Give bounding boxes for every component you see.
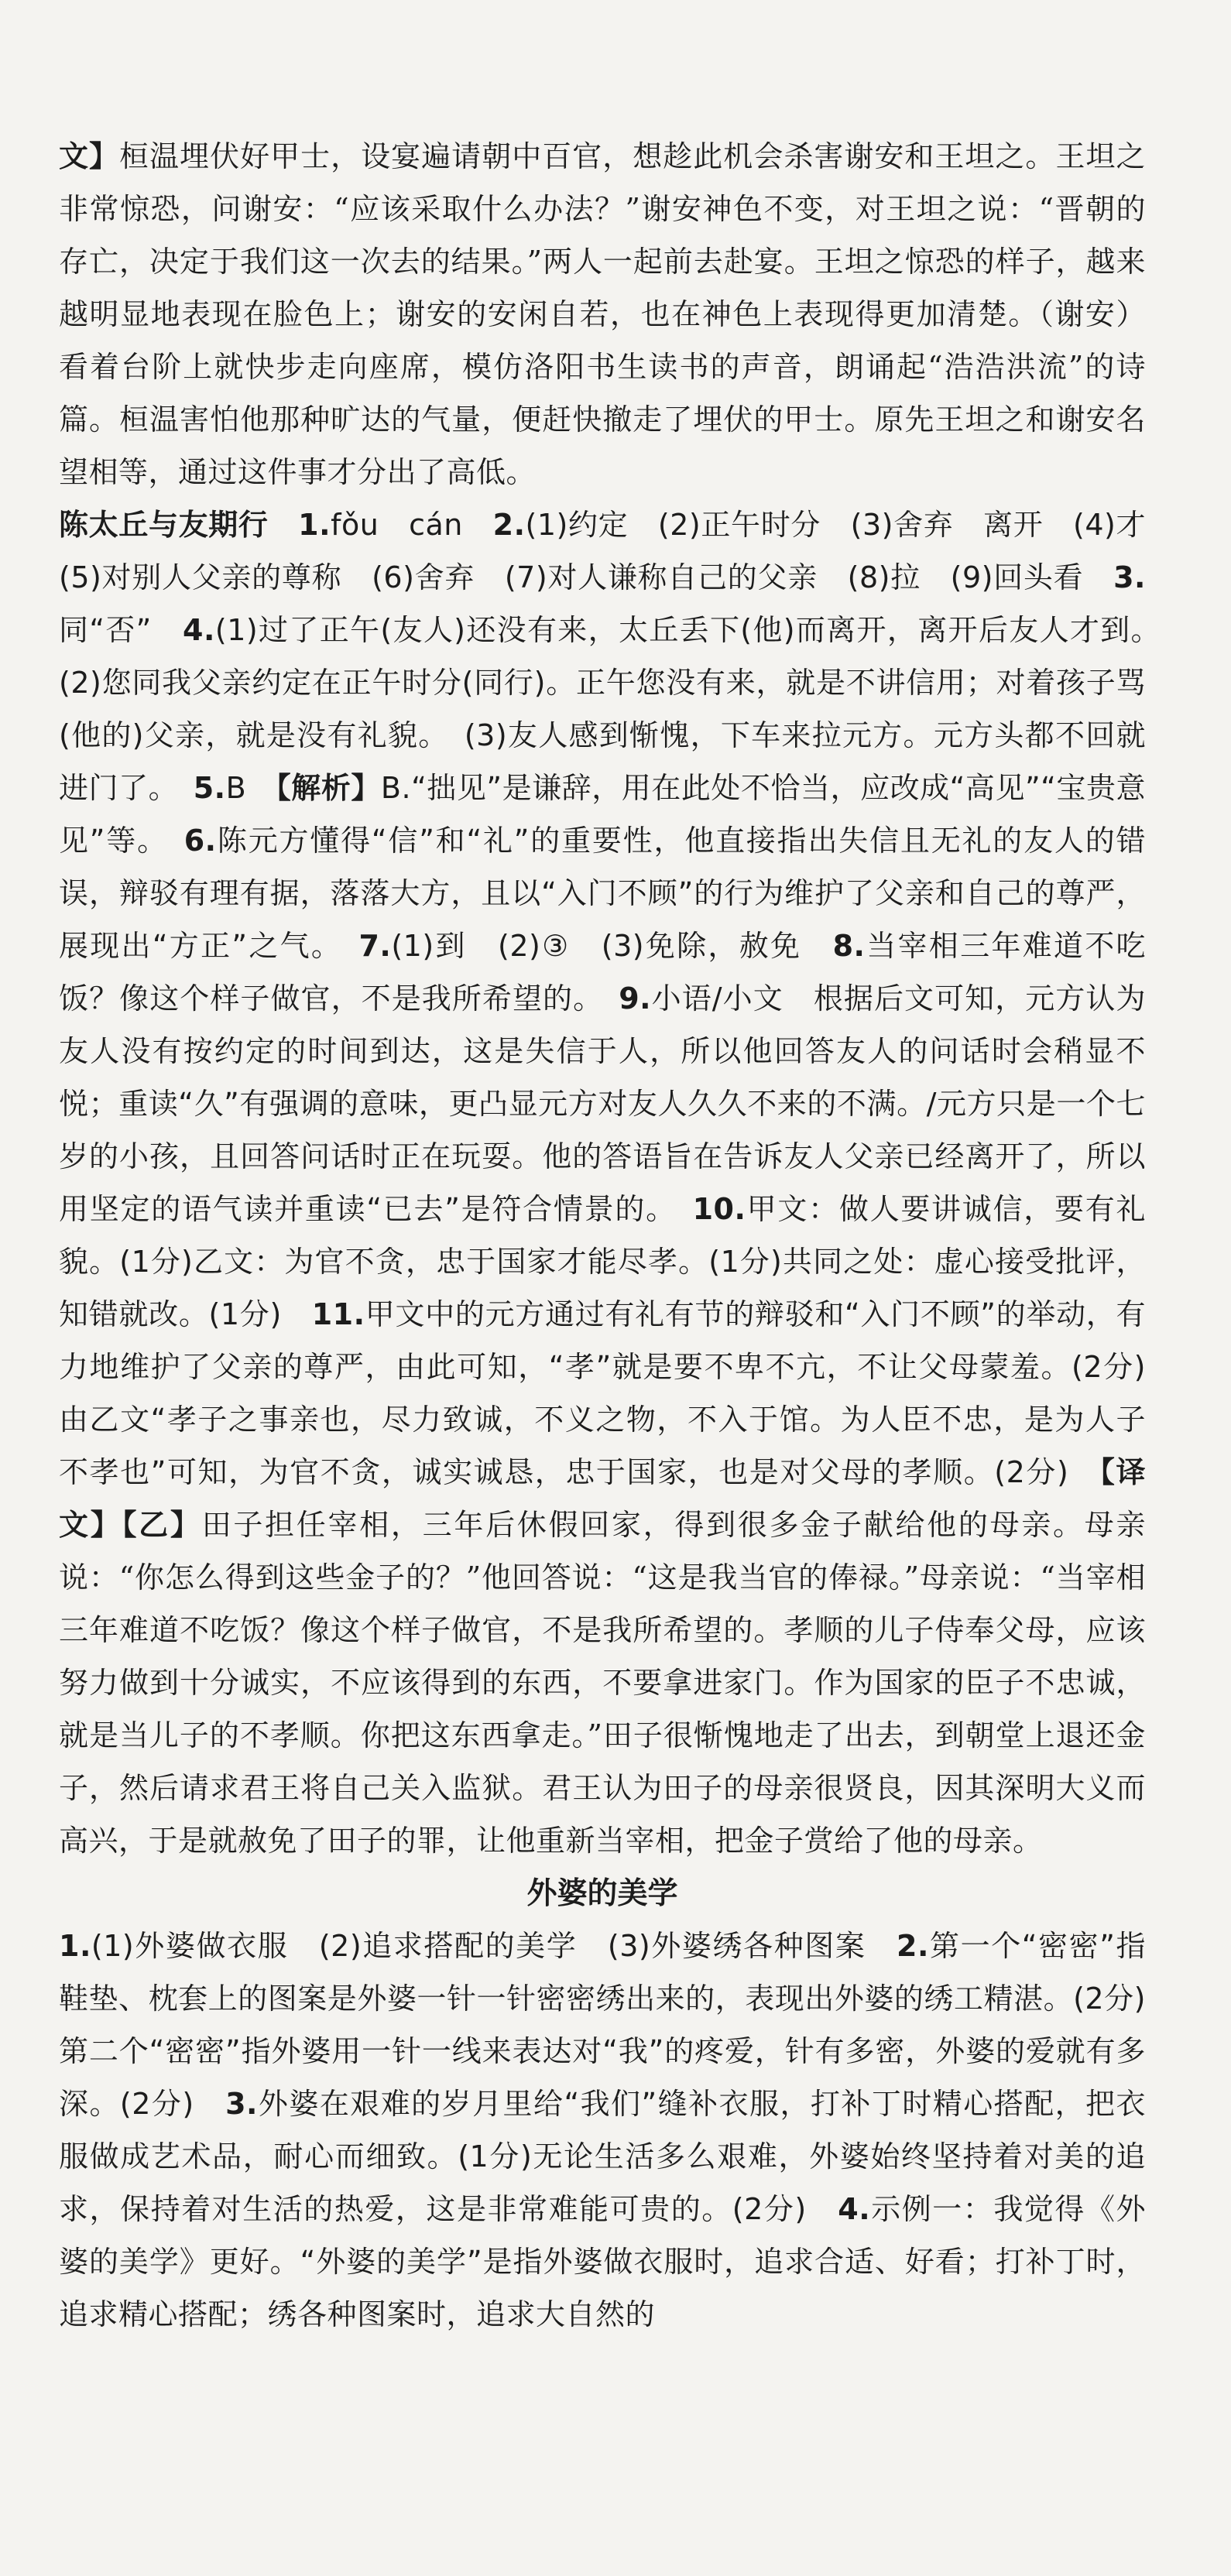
w-q1-answer: (1)外婆做衣服 (2)追求搭配的美学 (3)外婆绣各种图案 [91,1929,897,1963]
answers-chen-taiqiu [59,498,1176,1867]
q9-number: 9. [619,981,652,1016]
q7-number: 7. [358,929,392,963]
w-q3-answer: 外婆在艰难的岁月里给“我们”缝补衣服，打补丁时精心搭配，把衣服做成艺术品，耐心而细致。(1分)无论生活多么艰难，外婆始终坚持着对美的追求，保持着对生活的热爱，这是非常难能可贵的。(2分) [59,2087,1146,2226]
w-q4-number: 4. [838,2192,871,2226]
section-title-chen-taiqiu: 陈太丘与友期行 [59,508,269,542]
translation-text: 桓温埋伏好甲士，设宴遍请朝中百官，想趁此机会杀害谢安和王坦之。王坦之非常惊恐，问谢安：“应该采取什么办法？”谢安神色不变，对王坦之说：“晋朝的存亡，决定于我们这一次去的结果。”两人一起前去赴宴。王坦之惊恐的样子，越来越明显地表现在脸色上；谢安的安闲自若，也在神色上表现得更加清楚。（谢安）看着台阶上就快步走向座席，模仿洛阳书生读书的声音，朗诵起“浩浩洪流”的诗篇。桓温害怕他那种旷达的气量，便赶快撤走了埋伏的甲士。原先王坦之和谢安名望相等，通过这件事才分出了高低。 [59,139,1146,489]
q10-number: 10. [692,1192,746,1226]
q5-number: 5. [193,771,226,805]
q8-answer: 当宰相三年难道不吃饭？像这个样子做官，不是我所希望的。 [59,929,1146,1016]
answers-waipo [59,1920,1146,2341]
q5-answer: B [225,771,276,805]
q6-number: 6. [183,824,217,858]
q1-number: 1. [268,508,331,542]
q8-number: 8. [832,929,866,963]
w-q3-number: 3. [225,2087,258,2121]
translation-yi-text: 田子担任宰相，三年后休假回家，得到很多金子献给他的母亲。母亲说：“你怎么得到这些金子的？”他回答说：“这是我当官的俸禄。”母亲说：“当宰相三年难道不吃饭？像这个样子做官，不是我所希望的。孝顺的儿子侍奉父母，应该努力做到十分诚实，不应该得到的东西，不要拿进家门。作为国家的臣子不忠诚，就是当儿子的不孝顺。你把这东西拿走。”田子很惭愧地走了出去，到朝堂上退还金子，然后请求君王将自己关入监狱。君王认为田子的母亲很贤良，因其深明大义而高兴，于是就赦免了田子的罪，让他重新当宰相，把金子赏给了他的母亲。 [59,1508,1146,1858]
q3-number: 3. [1113,560,1146,594]
section-title-waipo: 外婆的美学 [526,1875,678,1911]
q6-answer: 陈元方懂得“信”和“礼”的重要性，他直接指出失信且无礼的友人的错误，辩驳有理有据，落落大方，且以“入门不顾”的行为维护了父亲和自己的尊严，展现出“方正”之气。 [59,824,1147,963]
w-q4-answer: 示例一：我觉得《外婆的美学》更好。“外婆的美学”是指外婆做衣服时，追求合适、好看；打补丁时，追求精心搭配；绣各种图案时，追求大自然的 [59,2192,1146,2331]
analysis-label: 【解析】 [276,771,381,805]
q4-answer: (1)过了正午(友人)还没有来，太丘丢下(他)而离开，离开后友人才到。 (2)您同我父亲约定在正午时分(同行)。正午您没有来，就是不讲信用；对着孩子骂(他的)父亲，就是没有礼貌。 (3)友人感到惭愧，下车来拉元方。元方头都不回就进门了。 [59,613,1176,805]
q9-answer: 小语/小文 根据后文可知，元方认为友人没有按约定的时间到达，这是失信于人，所以他回答友人的问话时会稍显不悦；重读“久”有强调的意味，更凸显元方对友人久久不来的不满。/元方只是一个七岁的小孩，且回答问话时正在玩耍。他的答语旨在告诉友人父亲已经离开了，所以用坚定的语气读并重读“已去”是符合情景的。 [59,981,1146,1226]
q2-number: 2. [492,508,526,542]
analysis-text: B.“拙见”是谦辞，用在此处不恰当，应改成“高见”“宝贵意见”等。 [59,771,1146,858]
q11-answer: 甲文中的元方通过有礼有节的辩驳和“入门不顾”的举动，有力地维护了父亲的尊严，由此可知，“孝”就是要不卑不亢，不让父母蒙羞。(2分)由乙文“孝子之事亲也，尽力致诚，不义之物，不入于馆。为人臣不忠，是为人子不孝也”可知，为官不贪，诚实诚恳，忠于国家，也是对父母的孝顺。(2分) [59,1297,1146,1489]
translation-paragraph-xie-an [59,130,1146,498]
q3-answer: 同“否” [59,613,183,647]
w-q2-number: 2. [897,1929,929,1963]
q11-number: 11. [311,1297,365,1331]
w-q1-number: 1. [59,1929,91,1963]
q10-answer: 甲文：做人要讲诚信，要有礼貌。(1分)乙文：为官不贪，忠于国家才能尽孝。(1分)共同之处：虚心接受批评，知错就改。(1分) [59,1192,1146,1331]
translation-label-end: 文】 [59,139,120,173]
w-q2-answer: 第一个“密密”指鞋垫、枕套上的图案是外婆一针一针密密绣出来的，表现出外婆的绣工精湛。(2分)第二个“密密”指外婆用一针一线来表达对“我”的疼爱，针有多密，外婆的爱就有多深。(2分) [59,1929,1147,2121]
translation-label: 【译文】【乙】 [59,1455,1146,1542]
q4-number: 4. [183,613,215,647]
q2-answer: (1)约定 (2)正午时分 (3)舍弃 离开 (4)才 (5)对别人父亲的尊称 (6)舍弃 (7)对人谦称自己的父亲 (8)拉 (9)回头看 [59,508,1176,594]
q7-answer: (1)到 (2)③ (3)免除，赦免 [391,929,833,963]
q1-answer: fǒu cán [331,508,493,542]
